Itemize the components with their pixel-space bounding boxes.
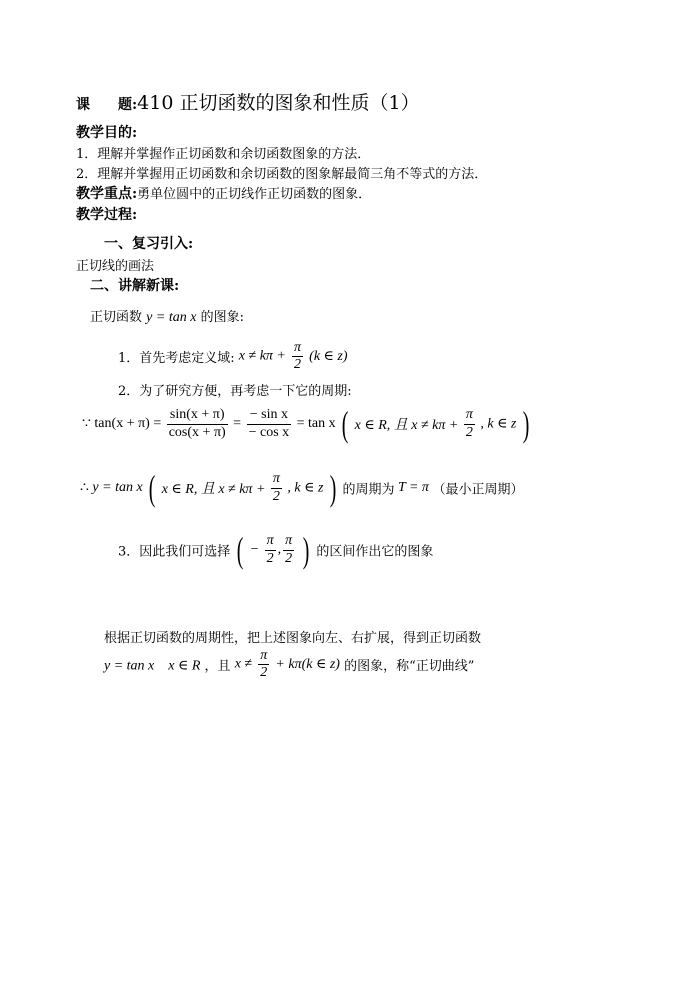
proof-frac1-den: cos(x + π) [168, 424, 226, 440]
objectives-heading: 教学目的: [76, 125, 138, 141]
proof-fraction-2 [247, 407, 292, 440]
section1-heading: 一、复习引入: [104, 236, 194, 252]
objective-item-1: 1．理解并掌握作正切函数和余切函数图象的方法． [76, 147, 371, 162]
conclusion-cond-num: π [271, 471, 282, 488]
intro-suffix: 的图象: [200, 310, 244, 325]
step3-comma: , [277, 542, 282, 557]
step1-fraction [292, 340, 303, 373]
proof-lhs: tan(x + π) = [94, 416, 162, 431]
conclusion-period: T = π [397, 480, 429, 495]
key-point [76, 183, 371, 203]
proof-line [82, 406, 532, 442]
final-suffix: 的图象，称“正切曲线” [344, 659, 475, 675]
conclusion-cond-den: 2 [272, 488, 280, 504]
conclusion-note: （最小正周期） [432, 482, 524, 498]
proof-fraction-1 [167, 407, 228, 440]
step3-line [118, 532, 433, 568]
conclusion-cond-fraction [271, 471, 282, 504]
step3-num1: π [265, 533, 276, 550]
intro-formula: y = tan x [146, 310, 197, 325]
step3-minus: − [250, 542, 259, 557]
step3-prefix: 3．因此我们可选择 [118, 544, 231, 560]
process-heading: 教学过程: [76, 207, 138, 223]
key-point-heading: 教学重点: [76, 186, 138, 202]
objective-item-2: 2．理解并掌握用正切函数和余切函数的图象解最简三角不等式的方法． [76, 167, 488, 182]
proof-right-paren: ) [522, 404, 530, 444]
conclusion-cond-left: x ∈ R, 且 x ≠ kπ + [161, 482, 266, 497]
conclusion-line [80, 470, 523, 506]
proof-cond-den: 2 [465, 424, 473, 440]
proof-cond-left: x ∈ R, 且 x ≠ kπ + [354, 418, 459, 433]
final-line-2 [104, 648, 474, 681]
step3-den2: 2 [285, 550, 293, 566]
proof-cond-right: , k ∈ z [480, 416, 517, 432]
key-point-text: 勇单位圆中的正切线作正切函数的图象． [137, 187, 372, 202]
step1-formula-left: x ≠ kπ + [238, 348, 286, 364]
title-label: 课 题: [76, 97, 138, 113]
proof-cond-num: π [464, 407, 475, 424]
final-formula-left: y = tan x x ∈ R [104, 658, 201, 674]
proof-cond-fraction [464, 407, 475, 440]
final-x-neq: x ≠ [234, 656, 253, 672]
section1-text: 正切线的画法 [76, 259, 155, 274]
final-mid: ，且 [204, 659, 231, 675]
step2-text: 2．为了研究方便，再考虑一下它的周期: [118, 384, 352, 399]
final-line-1: 根据正切函数的周期性，把上述图象向左、右扩展，得到正切函数 [104, 631, 482, 646]
step3-fraction-2 [283, 533, 294, 566]
final-num: π [258, 648, 269, 665]
therefore-symbol: ∴ [80, 480, 89, 496]
conclusion-left-paren: ( [148, 468, 156, 508]
conclusion-lhs: y = tan x [92, 480, 143, 495]
step1-line [118, 340, 348, 373]
because-symbol: ∵ [82, 416, 91, 432]
page-title [76, 88, 420, 115]
step3-right-paren: ) [302, 530, 310, 570]
proof-eq1: = [233, 416, 242, 431]
proof-frac1-num: sin(x + π) [167, 407, 228, 424]
proof-eq2: = tan x [296, 416, 336, 431]
proof-left-paren: ( [341, 404, 349, 444]
step1-frac-den: 2 [294, 357, 302, 373]
final-den: 2 [260, 665, 268, 681]
step1-formula-right: (k ∈ z) [309, 349, 348, 365]
conclusion-cond-right: , k ∈ z [287, 480, 324, 496]
final-formula-right: + kπ(k ∈ z) [275, 657, 340, 673]
proof-frac2-num: − sin x [247, 407, 292, 424]
intro-prefix: 正切函数 [90, 310, 143, 325]
final-fraction [258, 648, 269, 681]
conclusion-right-paren: ) [329, 468, 337, 508]
step3-den1: 2 [266, 550, 274, 566]
section2-intro [90, 306, 244, 326]
step3-suffix: 的区间作出它的图象 [316, 544, 434, 560]
step3-fraction-1 [265, 533, 276, 566]
step1-frac-num: π [292, 340, 303, 357]
step3-left-paren: ( [237, 530, 244, 570]
conclusion-suffix: 的周期为 [342, 482, 395, 498]
proof-frac2-den: − cos x [248, 424, 290, 440]
section2-heading: 二、讲解新课: [90, 278, 180, 294]
title-text: 410 正切函数的图象和性质（1） [137, 92, 420, 114]
step1-prefix: 1．首先考虑定义域: [118, 351, 235, 367]
step3-num2: π [283, 533, 294, 550]
